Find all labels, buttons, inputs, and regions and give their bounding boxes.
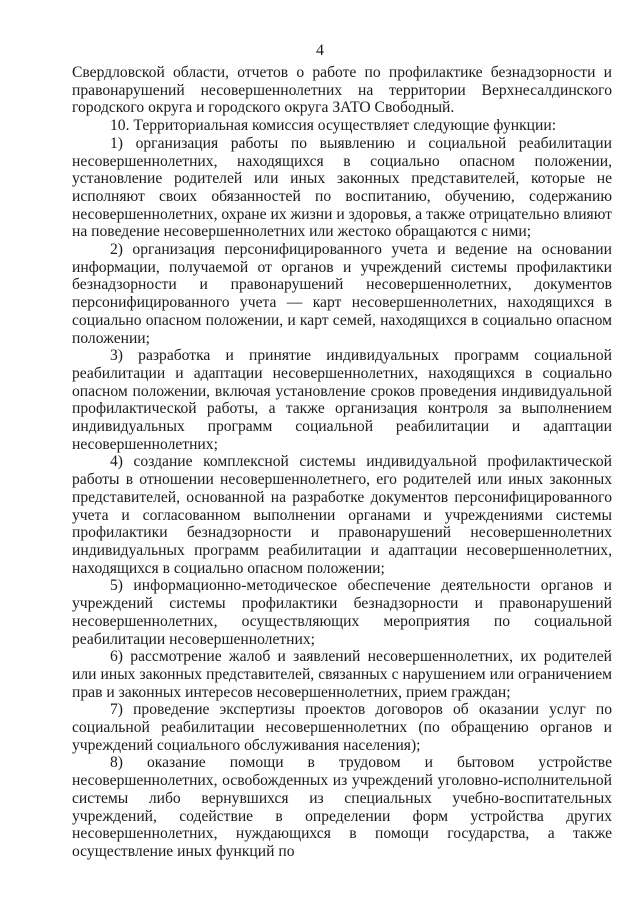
function-item-1: 1) организация работы по выявлению и социальной реабилитации несовершеннолетних, находящихся в социально опасном положении, установление родителей или иных законных представителей, которые не исполняют своих обязанностей по воспитанию, обучению, содержанию несовершеннолетних, охране их жизни и здоровья, а также отрицательно влияют на поведение несовершеннолетних или жестоко обращаются с ними; bbox=[72, 134, 612, 241]
section-intro: 10. Территориальная комиссия осуществляет следующие функции: bbox=[110, 117, 557, 135]
continuation-paragraph: Свердловской области, отчетов о работе по профилактике безнадзорности и правонарушений несовершеннолетних на территории Верхнесалдинского городского округа и городского округа ЗАТО Свободный. bbox=[72, 64, 612, 117]
function-item-6: 6) рассмотрение жалоб и заявлений несовершеннолетних, их родителей или иных законных представителей, связанных с нарушением или ограничением прав и законных интересов несовершеннолетних, прием граждан; bbox=[72, 648, 612, 701]
function-item-4: 4) создание комплексной системы индивидуальной профилактической работы в отношении несовершеннолетнего, его родителей или иных законных представителей, основанной на разработке документов персонифицированного учета и согласованном выполнении органами и учреждениями системы профилактики безнадзорности и правонарушений несовершеннолетних индивидуальных программ реабилитации и адаптации несовершеннолетних, находящихся в социально опасном положении; bbox=[72, 453, 612, 577]
function-item-5: 5) информационно-методическое обеспечение деятельности органов и учреждений системы профилактики безнадзорности и правонарушений несовершеннолетних, осуществляющих мероприятия по социальной реабилитации несовершеннолетних; bbox=[72, 577, 612, 648]
page-number: 4 bbox=[316, 42, 324, 59]
function-item-7: 7) проведение экспертизы проектов договоров об оказании услуг по социальной реабилитации несовершеннолетних (по обращению органов и учреждений социального обслуживания населения); bbox=[72, 701, 612, 754]
function-item-8: 8) оказание помощи в трудовом и бытовом устройстве несовершеннолетних, освобожденных из учреждений уголовно-исполнительной системы либо вернувшихся из специальных учебно-воспитательных учреждений, содействие в определении форм устройства других несовершеннолетних, нуждающихся в помощи государства, а также осуществление иных функций по bbox=[72, 754, 612, 860]
function-item-2: 2) организация персонифицированного учета и ведение на основании информации, получаемой от органов и учреждений системы профилактики безнадзорности и правонарушений несовершеннолетних, документов персонифицированного учета — карт несовершеннолетних, находящихся в социально опасном положении, и карт семей, находящихся в социально опасном положении; bbox=[72, 241, 612, 347]
document-body bbox=[72, 64, 612, 861]
function-item-3: 3) разработка и принятие индивидуальных программ социальной реабилитации и адаптации несовершеннолетних, находящихся в социально опасном положении, включая установление сроков проведения индивидуальной профилактической работы, а также организация контроля за выполнением индивидуальных программ социальной реабилитации и адаптации несовершеннолетних; bbox=[72, 347, 612, 453]
